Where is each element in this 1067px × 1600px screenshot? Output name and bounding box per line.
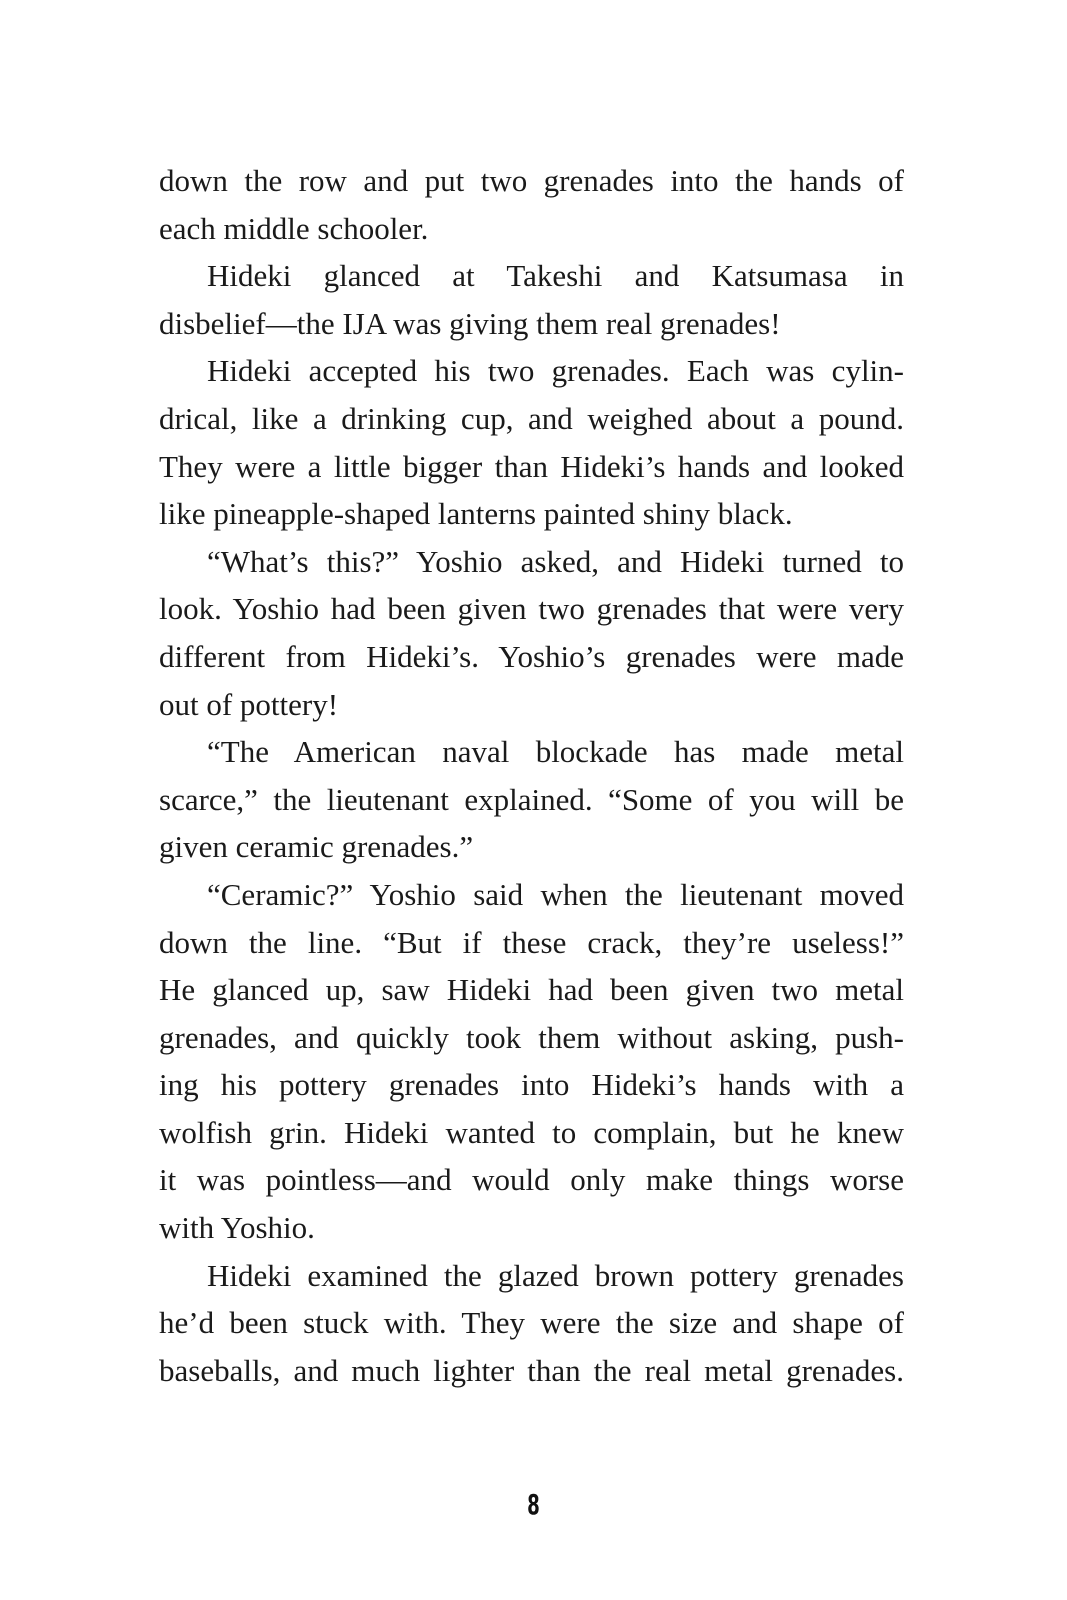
text-line: different from Hideki’s. Yoshio’s grenades were made <box>159 638 904 674</box>
text-line: he’d been stuck with. They were the size and shape of <box>159 1305 904 1341</box>
page-number: 8 <box>527 1488 540 1521</box>
text-line: “What’s this?” Yoshio asked, and Hideki turned to <box>207 543 904 579</box>
text-line: “The American naval blockade has made metal <box>207 734 904 770</box>
text-line: disbelief—the IJA was giving them real grenades! <box>159 305 781 341</box>
body-text <box>159 157 904 1394</box>
text-line: He glanced up, saw Hideki had been given two metal <box>159 972 904 1008</box>
text-line: They were a little bigger than Hideki’s hands and looked <box>159 448 904 484</box>
text-line: given ceramic grenades.” <box>159 829 474 865</box>
text-line: ing his pottery grenades into Hideki’s hands with a <box>159 1067 904 1103</box>
text-line: it was pointless—and would only make things worse <box>159 1162 904 1198</box>
text-line: Hideki examined the glazed brown pottery grenades <box>207 1257 904 1293</box>
text-line: “Ceramic?” Yoshio said when the lieutenant moved <box>207 876 904 912</box>
text-line: drical, like a drinking cup, and weighed about a pound. <box>159 400 904 436</box>
text-line: with Yoshio. <box>159 1210 315 1246</box>
text-line: look. Yoshio had been given two grenades that were very <box>159 591 904 627</box>
text-line: baseballs, and much lighter than the real metal grenades. <box>159 1352 904 1388</box>
text-line: like pineapple-shaped lanterns painted shiny black. <box>159 496 793 532</box>
text-line: wolfish grin. Hideki wanted to complain, but he knew <box>159 1114 904 1150</box>
text-line: out of pottery! <box>159 686 339 722</box>
text-line: Hideki glanced at Takeshi and Katsumasa in <box>207 258 904 294</box>
text-line: Hideki accepted his two grenades. Each was cylin- <box>207 353 904 389</box>
text-line: down the row and put two grenades into the hands of <box>159 163 904 198</box>
text-line: each middle schooler. <box>159 210 429 246</box>
text-line: scarce,” the lieutenant explained. “Some of you will be <box>159 781 904 817</box>
text-line: grenades, and quickly took them without asking, push- <box>159 1019 904 1055</box>
text-line: down the line. “But if these crack, they’re useless!” <box>159 924 904 960</box>
